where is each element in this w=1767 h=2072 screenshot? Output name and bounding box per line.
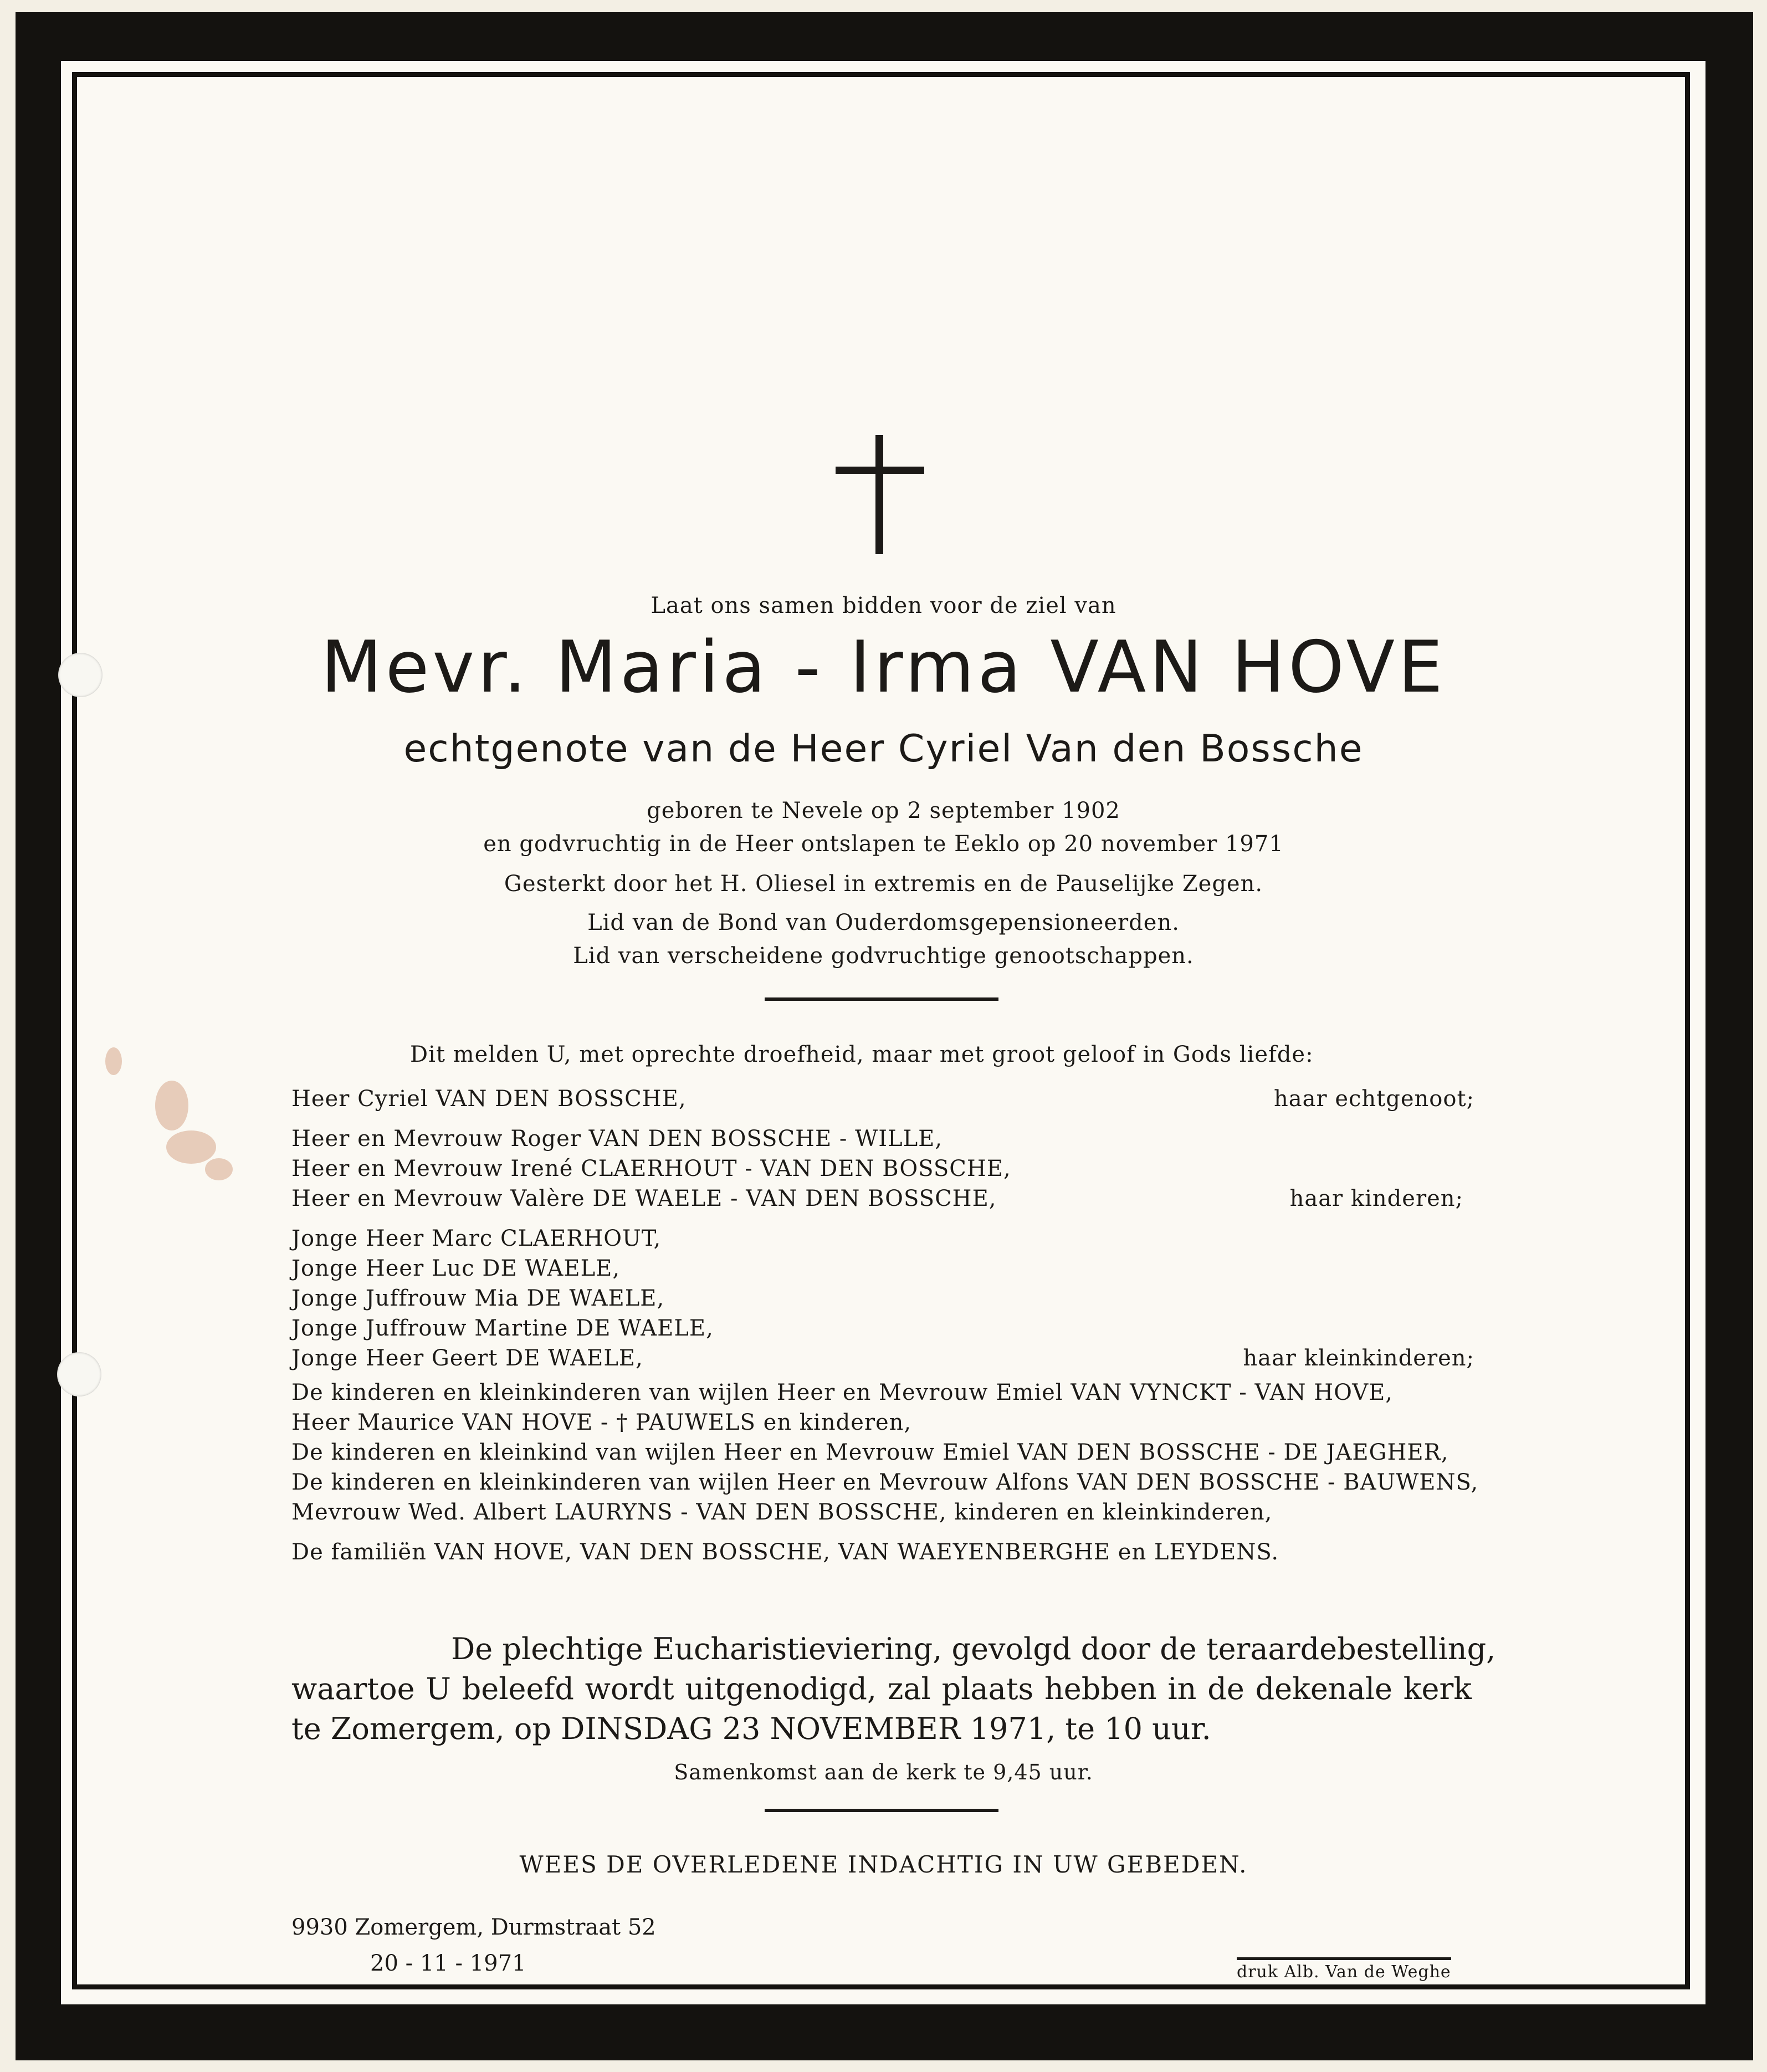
prayer-request: WEES DE OVERLEDENE INDACHTIG IN UW GEBEDEN. bbox=[519, 1851, 1248, 1878]
family-row: De kinderen en kleinkinderen van wijlen Heer en Mevrouw Alfons VAN DEN BOSSCHE - BAUWENS, bbox=[291, 1470, 1479, 1495]
family-row: De kinderen en kleinkinderen van wijlen Heer en Mevrouw Emiel VAN VYNCKT - VAN HOVE, bbox=[291, 1380, 1394, 1405]
membership-line: Lid van de Bond van Ouderdomsgepensioneerden. bbox=[587, 910, 1180, 935]
family-row: Heer Maurice VAN HOVE - † PAUWELS en kinderen, bbox=[291, 1410, 912, 1435]
punch-hole bbox=[57, 1352, 101, 1396]
service-line: te Zomergem, op DINSDAG 23 NOVEMBER 1971, te 10 uur. bbox=[291, 1711, 1211, 1746]
family-row: Heer en Mevrouw Roger VAN DEN BOSSCHE - WILLE, bbox=[291, 1126, 943, 1152]
stain bbox=[166, 1130, 216, 1164]
family-row: De kinderen en kleinkind van wijlen Heer en Mevrouw Emiel VAN DEN BOSSCHE - DE JAEGHER, bbox=[291, 1440, 1449, 1465]
family-row: Mevrouw Wed. Albert LAURYNS - VAN DEN BOSSCHE, kinderen en kleinkinderen, bbox=[291, 1500, 1273, 1525]
family-row: Jonge Juffrouw Mia DE WAELE, bbox=[291, 1286, 665, 1311]
printer-credit: druk Alb. Van de Weghe bbox=[1237, 1957, 1451, 1982]
family-row: Jonge Juffrouw Martine DE WAELE, bbox=[291, 1316, 714, 1341]
announcement: Dit melden U, met oprechte droefheid, maar met groot geloof in Gods liefde: bbox=[410, 1042, 1314, 1067]
divider bbox=[765, 1809, 998, 1812]
service-line: De plechtige Eucharistieviering, gevolgd door de teraardebestelling, bbox=[451, 1631, 1496, 1666]
divider bbox=[765, 997, 998, 1001]
prayer-intro: Laat ons samen bidden voor de ziel van bbox=[651, 593, 1116, 618]
service-line: waartoe U beleefd wordt uitgenodigd, zal plaats hebben in de dekenale kerk bbox=[291, 1671, 1472, 1706]
family-row: De familiën VAN HOVE, VAN DEN BOSSCHE, VAN WAEYENBERGHE en LEYDENS. bbox=[291, 1539, 1279, 1565]
stain bbox=[205, 1158, 233, 1180]
sacraments-line: Gesterkt door het H. Oliesel in extremis en de Pauselijke Zegen. bbox=[504, 871, 1263, 897]
family-row: Jonge Heer Geert DE WAELE, haar kleinkinderen; bbox=[291, 1345, 1474, 1371]
family-row: Jonge Heer Luc DE WAELE, bbox=[291, 1256, 621, 1281]
birth-line: geboren te Nevele op 2 september 1902 bbox=[647, 798, 1120, 823]
family-row: Jonge Heer Marc CLAERHOUT, bbox=[291, 1226, 662, 1251]
address: 9930 Zomergem, Durmstraat 52 bbox=[291, 1915, 656, 1940]
meeting-time: Samenkomst aan de kerk te 9,45 uur. bbox=[674, 1760, 1093, 1784]
family-row: Heer en Mevrouw Irené CLAERHOUT - VAN DEN BOSSCHE, bbox=[291, 1156, 1011, 1181]
deceased-name: Mevr. Maria - Irma VAN HOVE bbox=[321, 626, 1446, 709]
membership-line: Lid van verscheidene godvruchtige genootschappen. bbox=[573, 943, 1194, 969]
death-line: en godvruchtig in de Heer ontslapen te Eeklo op 20 november 1971 bbox=[483, 831, 1284, 857]
family-row: Heer Cyriel VAN DEN BOSSCHE, haar echtgenoot; bbox=[291, 1086, 1474, 1112]
spouse-line: echtgenote van de Heer Cyriel Van den Bossche bbox=[403, 727, 1364, 771]
stain bbox=[105, 1047, 122, 1075]
family-row: Heer en Mevrouw Valère DE WAELE - VAN DEN BOSSCHE, haar kinderen; bbox=[291, 1186, 1463, 1211]
stain bbox=[155, 1081, 188, 1130]
notice-date: 20 - 11 - 1971 bbox=[370, 1951, 526, 1976]
